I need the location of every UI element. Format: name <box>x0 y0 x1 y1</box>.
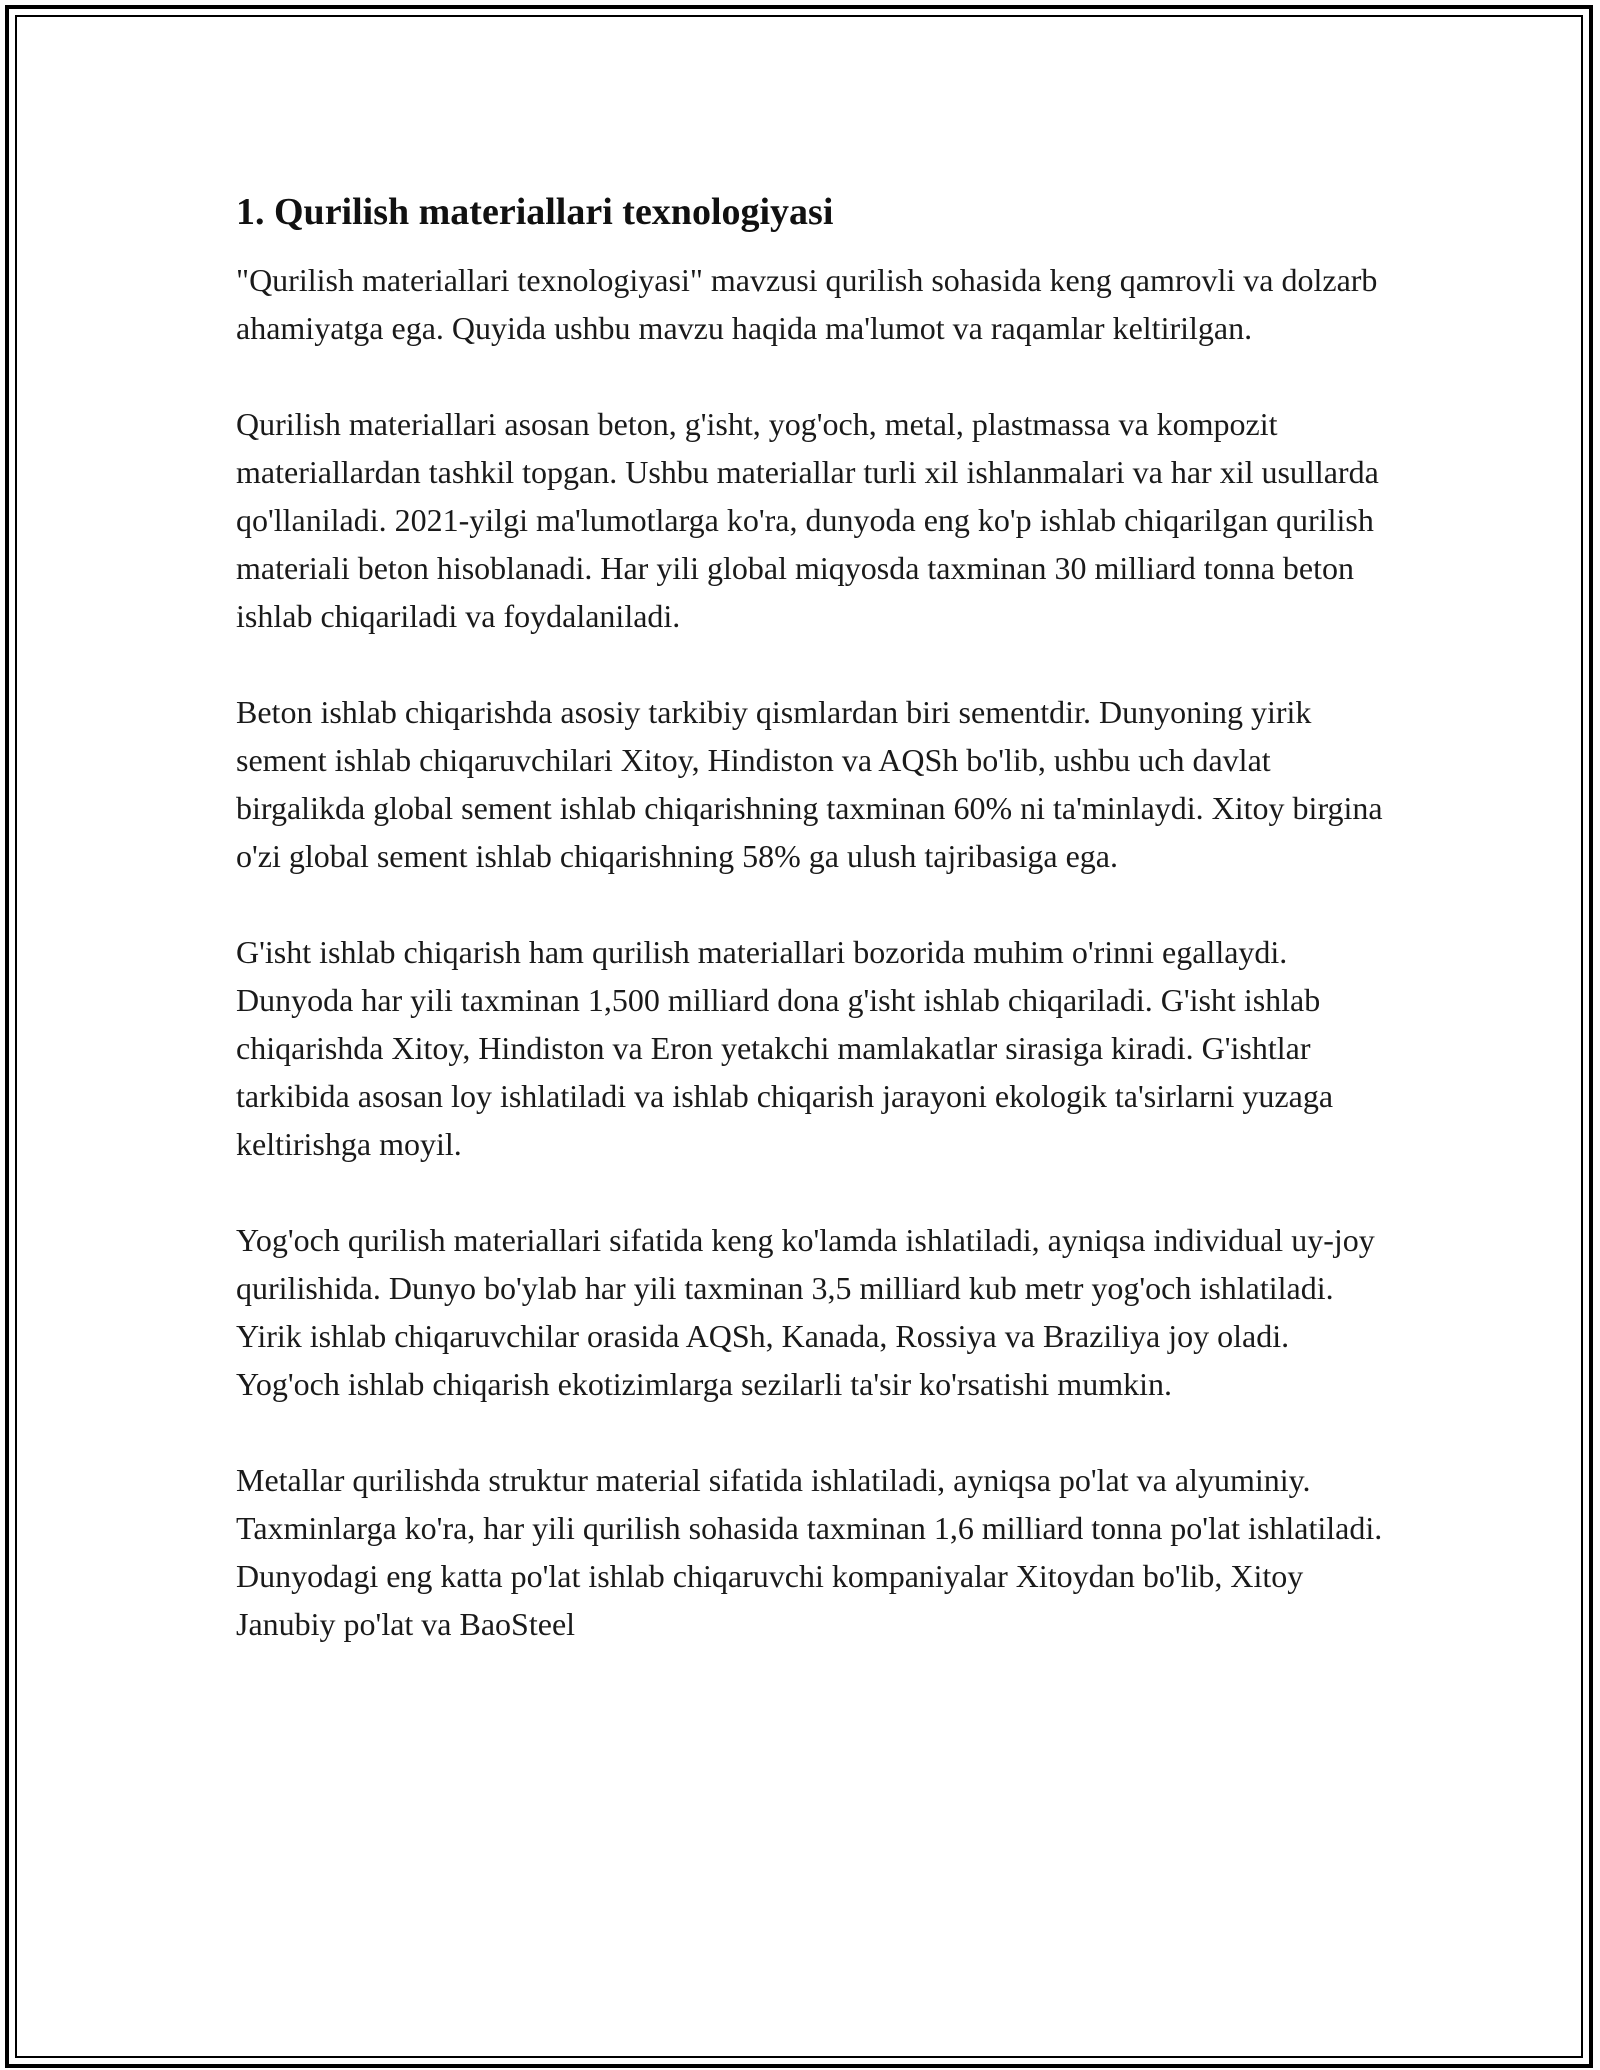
paragraph-metals: Metallar qurilishda struktur material sifatida ishlatiladi, ayniqsa po'lat va alyuminiy. Taxminlarga ko'ra, har yili qurilish sohasida taxminan 1,6 milliard tonna po'lat ishlatiladi. Dunyodagi eng katta po'lat ishlab chiqaruvchi kompaniyalar Xitoydan bo'lib, Xitoy Janubiy po'lat va BaoSteel <box>236 1462 1383 1642</box>
paragraph-wood: Yog'och qurilish materiallari sifatida keng ko'lamda ishlatiladi, ayniqsa individual uy-joy qurilishida. Dunyo bo'ylab har yili taxminan 3,5 milliard kub metr yog'och ishlatiladi. Yirik ishlab chiqaruvchilar orasida AQSh, Kanada, Rossiya va Braziliya joy oladi. Yog'och ishlab chiqarish ekotizimlarga sezilarli ta'sir ko'rsatishi mumkin. <box>236 1222 1375 1402</box>
paragraph-intro: "Qurilish materiallari texnologiyasi" mavzusi qurilish sohasida keng qamrovli va dolzarb ahamiyatga ega. Quyida ushbu mavzu haqida ma'lumot va raqamlar keltirilgan. <box>236 262 1378 346</box>
paragraph-cement: Beton ishlab chiqarishda asosiy tarkibiy qismlardan biri sementdir. Dunyoning yirik sement ishlab chiqaruvchilari Xitoy, Hindiston va AQSh bo'lib, ushbu uch davlat birgalikda global sement ishlab chiqarishning taxminan 60% ni ta'minlaydi. Xitoy birgina o'zi global sement ishlab chiqarishning 58% ga ulush tajribasiga ega. <box>236 694 1383 874</box>
paragraph-materials: Qurilish materiallari asosan beton, g'isht, yog'och, metal, plastmassa va kompozit materiallardan tashkil topgan. Ushbu materiallar turli xil ishlanmalari va har xil usullarda qo'llaniladi. 2021-yilgi ma'lumotlarga ko'ra, dunyoda eng ko'p ishlab chiqarilgan qurilish materiali beton hisoblanadi. Har yili global miqyosda taxminan 30 milliard tonna beton ishlab chiqariladi va foydalaniladi. <box>236 406 1379 634</box>
document-heading: 1. Qurilish materiallari texnologiyasi <box>236 191 834 233</box>
paragraph-brick: G'isht ishlab chiqarish ham qurilish materiallari bozorida muhim o'rinni egallaydi. Dunyoda har yili taxminan 1,500 milliard dona g'isht ishlab chiqariladi. G'isht ishlab chiqarishda Xitoy, Hindiston va Eron yetakchi mamlakatlar sirasiga kiradi. G'ishtlar tarkibida asosan loy ishlatiladi va ishlab chiqarish jarayoni ekologik ta'sirlarni yuzaga keltirishga moyil. <box>236 934 1334 1162</box>
document-body <box>236 188 1386 1648</box>
